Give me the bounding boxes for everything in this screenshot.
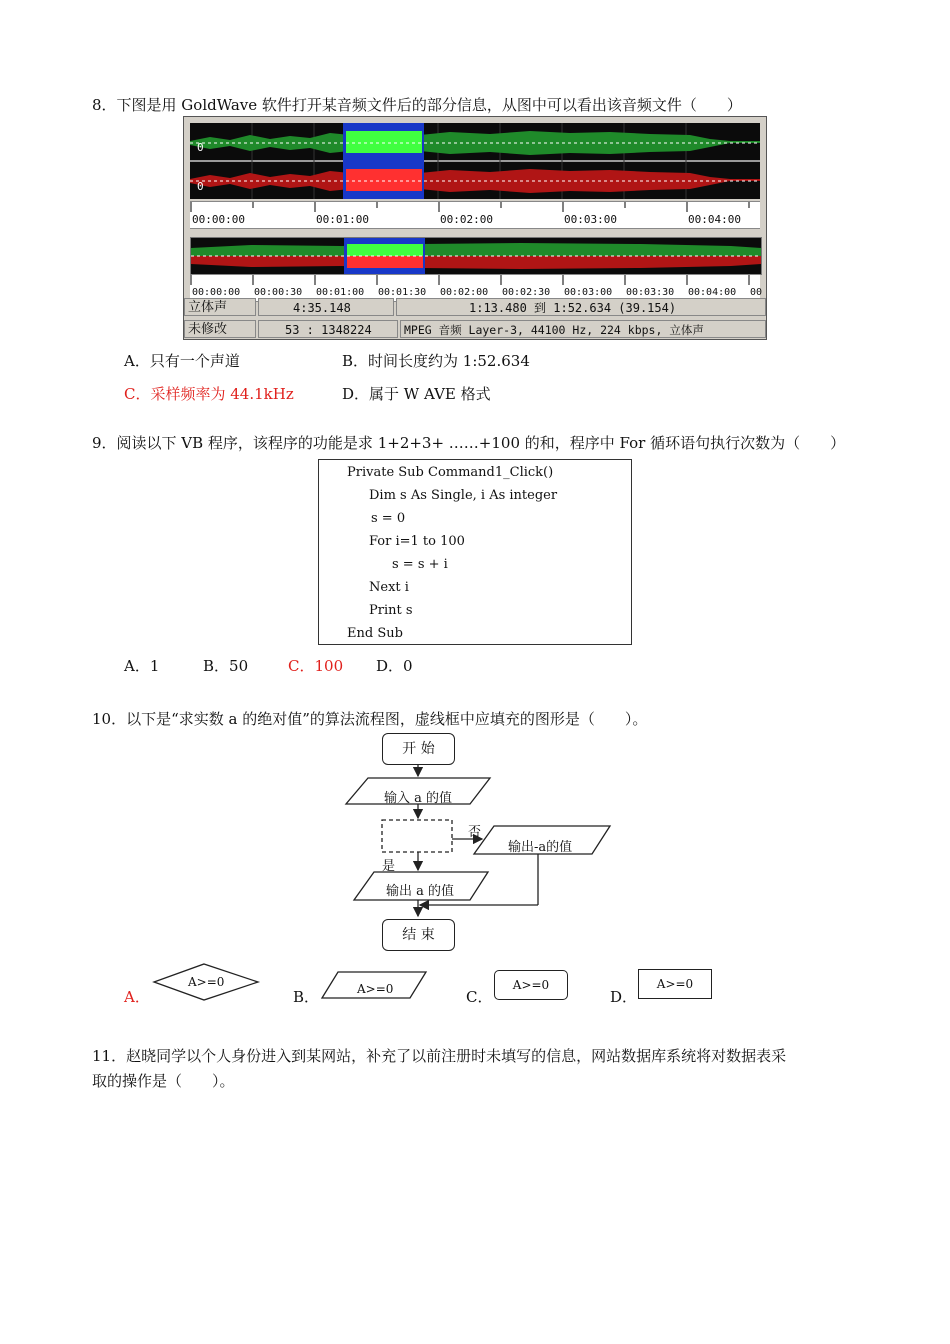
goldwave-screenshot [183,116,767,340]
q9-option-a: A．1 [124,657,160,675]
tick-label: 00:02:00 [440,213,493,226]
code-line: For i=1 to 100 [369,534,465,549]
code-line: s = s + i [392,557,448,572]
selection-value: 1:13.480 到 1:52.634 (39.154) [396,298,766,316]
flow-output-neg: 输出-a的值 [508,840,573,855]
tick-label: 00 [750,287,763,298]
flow-input: 输入 a 的值 [384,791,453,806]
diamond-text: A>=0 [188,975,225,989]
code-line: Print s [369,603,413,618]
flow-no-label: 否 [468,825,482,840]
flowchart-connectors [330,728,630,958]
q10-option-d-label: D． [610,988,638,1006]
code-line: End Sub [347,626,403,641]
flow-output-pos: 输出 a 的值 [386,884,455,899]
format-value: MPEG 音频 Layer-3, 44100 Hz, 224 kbps, 立体声 [400,320,766,338]
status-row-1 [184,297,766,317]
q9-option-c: C．100 [288,657,344,675]
q10-option-b-label: B． [293,988,320,1006]
tick-label: 00:01:00 [316,287,365,298]
q8-option-c: C．采样频率为 44.1kHz [124,385,294,403]
code-line: Dim s As Single, i As integer [369,488,558,503]
q10-option-c-label: C． [466,988,493,1006]
q8-option-b: B．时间长度约为 1:52.634 [342,352,530,370]
channel-label: 立体声 [184,298,256,316]
tick-label: 00:00:30 [254,287,303,298]
tick-label: 00:02:30 [502,287,551,298]
q8-option-d: D．属于 W AVE 格式 [342,385,491,403]
rounded-rect-shape: A>=0 [494,970,568,1000]
q10-option-a-label: A． [124,988,150,1006]
q8-option-a: A．只有一个声道 [124,352,240,370]
length-value: 4:35.148 [258,298,394,316]
q10-stem: 10．以下是“求实数 a 的绝对值”的算法流程图，虚线框中应填充的图形是（ ）。 [92,710,648,728]
parallelogram-text: A>=0 [357,982,394,996]
tick-label: 00:02:00 [440,287,489,298]
q9-stem: 9．阅读以下 VB 程序，该程序的功能是求 1+2+3+ ……+100 的和，程序中 For 循环语句执行次数为（ ） [92,434,846,452]
status-row-2 [184,319,766,339]
tick-label: 00:00:00 [192,287,241,298]
zero-label-left: 0 [197,141,204,154]
q9-option-b: B．50 [203,657,249,675]
code-box [318,459,632,645]
code-line: s = 0 [371,511,406,526]
code-line: Next i [369,580,409,595]
tick-label: 00:03:30 [626,287,675,298]
modify-state: 未修改 [184,320,256,338]
tick-label: 00:04:00 [688,287,737,298]
tick-label: 00:03:00 [564,287,613,298]
q11-stem-line2: 取的操作是（ ）。 [92,1072,235,1090]
flow-start: 开 始 [382,733,455,765]
flow-yes-label: 是 [382,859,396,874]
rectangle-shape: A>=0 [638,969,712,999]
tick-label: 00:03:00 [564,213,617,226]
position-value: 53 : 1348224 [258,320,398,338]
tick-label: 00:01:30 [378,287,427,298]
tick-label: 00:04:00 [688,213,741,226]
timeline-top [190,201,760,229]
zero-label-right: 0 [197,180,204,193]
overview-waveform [190,237,762,275]
q9-option-d: D．0 [376,657,413,675]
q8-stem: 8．下图是用 GoldWave 软件打开某音频文件后的部分信息，从图中可以看出该音频文件（ ） [92,96,742,114]
main-waveform [190,123,760,199]
tick-label: 00:00:00 [192,213,245,226]
flow-end: 结 束 [382,919,455,951]
q11-stem-line1: 11．赵晓同学以个人身份进入到某网站，补充了以前注册时未填写的信息，网站数据库系统将对数据表采 [92,1047,787,1065]
code-line: Private Sub Command1_Click() [347,465,554,480]
tick-label: 00:01:00 [316,213,369,226]
